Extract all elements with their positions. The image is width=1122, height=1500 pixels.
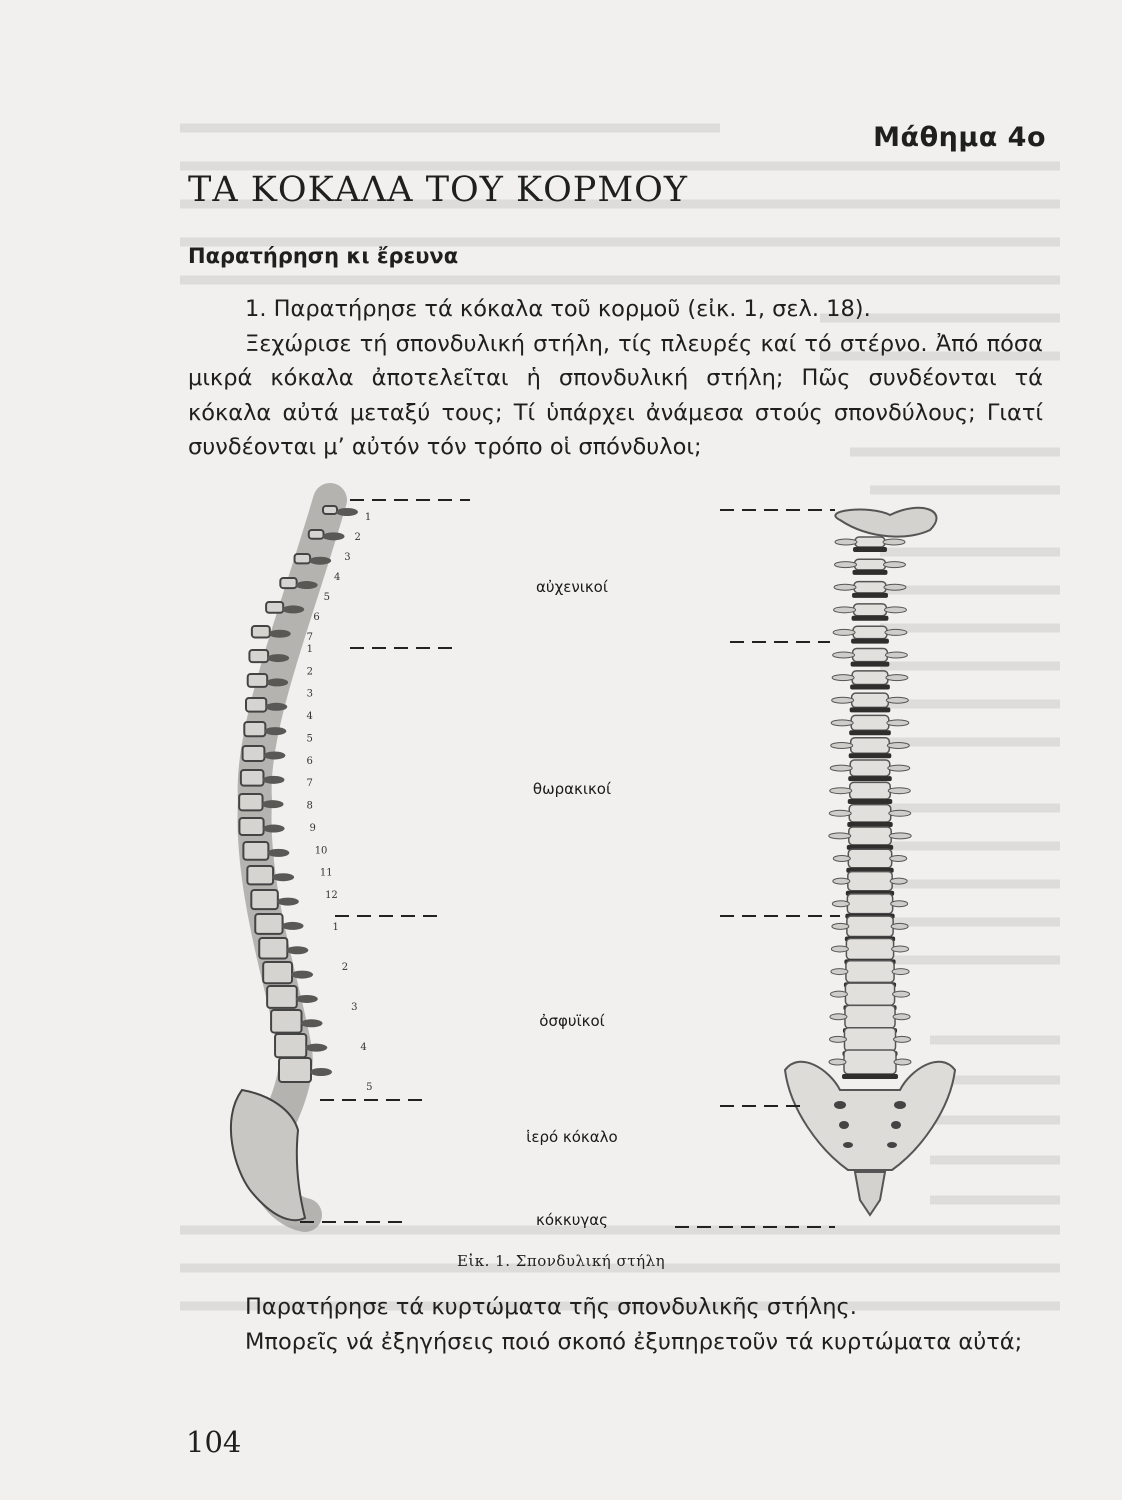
spine-figure xyxy=(180,470,1050,1260)
vertebra-lateral xyxy=(249,650,268,662)
vertebra-lateral xyxy=(243,842,268,860)
label-cervical: αὐχενικοί xyxy=(536,578,608,596)
vertebra-number-cervical: 3 xyxy=(344,552,351,563)
vertebra-lateral xyxy=(259,938,287,959)
vertebra-lateral xyxy=(271,1010,301,1033)
vertebra-number-thoracic: 8 xyxy=(306,800,313,812)
label-lumbar: ὀσφυϊκοί xyxy=(539,1012,605,1030)
spinous-process xyxy=(309,557,331,565)
spinous-process xyxy=(296,581,318,589)
vertebra-posterior xyxy=(835,537,905,552)
label-coccyx: κόκκυγας xyxy=(536,1211,608,1229)
vertebra-number-thoracic: 7 xyxy=(306,778,313,790)
vertebra-number-thoracic: 4 xyxy=(306,711,313,723)
spinous-process xyxy=(267,654,289,662)
spinous-process xyxy=(277,898,299,906)
vertebra-lateral xyxy=(255,914,282,934)
lateral-spine-illustration xyxy=(231,500,358,1220)
spinous-process xyxy=(291,971,313,979)
intro-paragraphs xyxy=(188,292,1043,465)
vertebra-number-cervical: 2 xyxy=(354,532,361,543)
spinous-process xyxy=(286,946,308,954)
spinous-process xyxy=(336,508,358,516)
spinous-process xyxy=(305,1044,327,1052)
vertebra-lateral xyxy=(248,674,267,687)
vertebra-lateral xyxy=(246,698,266,712)
posterior-spine-illustration xyxy=(785,508,955,1215)
vertebra-posterior xyxy=(829,1050,911,1079)
vertebra-lateral xyxy=(239,818,263,835)
vertebra-number-lumbar: 2 xyxy=(341,962,349,973)
vertebra-number-cervical: 5 xyxy=(323,592,331,603)
coccyx-posterior xyxy=(855,1172,885,1215)
answer-lines xyxy=(300,500,840,1227)
vertebra-number-thoracic: 5 xyxy=(306,733,313,745)
vertebra-number-lumbar: 3 xyxy=(351,1002,358,1013)
spinous-process xyxy=(265,703,287,711)
vertebra-posterior xyxy=(833,626,907,643)
question-paragraph: Ξεχώρισε τή σπονδυλική στήλη, τίς πλευρές καί τό στέρνο. Ἀπό πόσα μικρά κόκαλα ἀποτελεῖται ἡ σπονδυλική στήλη; Πῶς συνδέονται τά κόκαλα αὐτά μεταξύ τους; Τί ὑπάρχει ἀνάμεσα στούς σπονδύλους; Γιατί συνδέονται μ’ αὐτόν τόν τρόπο οἱ σπόνδυλοι; xyxy=(188,330,1043,460)
vertebra-posterior xyxy=(829,827,911,850)
vertebra-number-thoracic: 3 xyxy=(306,688,313,700)
label-thoracic: θωρακικοί xyxy=(532,780,612,798)
spinous-process xyxy=(263,825,285,833)
spinous-process xyxy=(262,776,284,784)
spinous-process xyxy=(301,1019,323,1027)
spinous-process xyxy=(282,605,304,613)
vertebra-posterior xyxy=(831,738,910,758)
vertebra-number-thoracic: 10 xyxy=(314,845,328,857)
vertebra-posterior xyxy=(835,559,906,575)
spinous-process xyxy=(266,678,288,686)
spinous-process xyxy=(282,922,304,930)
vertebra-posterior xyxy=(833,872,907,896)
vertebra-lateral xyxy=(266,602,283,613)
vertebra-lateral xyxy=(275,1034,306,1057)
curvature-question: Μπορεῖς νά ἐξηγήσεις ποιό σκοπό ἐξυπηρετοῦν τά κυρτώματα αὐτά; xyxy=(245,1328,1023,1355)
vertebra-posterior xyxy=(832,916,908,941)
vertebra-number-thoracic: 12 xyxy=(325,890,338,901)
vertebra-lateral xyxy=(280,578,296,588)
vertebra-lateral xyxy=(267,986,297,1008)
vertebra-lateral xyxy=(252,626,270,637)
vertebra-lateral xyxy=(295,554,311,563)
vertebra-lateral xyxy=(247,866,273,884)
vertebra-posterior xyxy=(833,849,906,873)
label-sacrum: ἱερό κόκαλο xyxy=(526,1128,618,1146)
vertebra-posterior xyxy=(833,649,908,667)
vertebra-posterior xyxy=(834,582,906,598)
spinous-process xyxy=(267,849,289,857)
spinous-process xyxy=(264,727,286,735)
page-number: 104 xyxy=(186,1425,242,1459)
spinous-process xyxy=(263,751,285,759)
spinous-process xyxy=(262,800,284,808)
closing-paragraphs xyxy=(188,1290,1043,1359)
vertebra-lateral xyxy=(244,722,265,736)
vertebra-lateral xyxy=(243,746,265,761)
vertebra-number-lumbar: 1 xyxy=(332,922,339,933)
spinous-process xyxy=(269,630,291,638)
vertebra-posterior xyxy=(834,604,907,621)
vertebra-number-thoracic: 6 xyxy=(306,755,313,767)
spinous-process xyxy=(272,873,294,881)
vertebra-number-cervical: 1 xyxy=(364,512,372,523)
vertebra-number-cervical: 7 xyxy=(306,632,313,643)
vertebra-number-lumbar: 5 xyxy=(366,1082,373,1093)
figure-caption: Εἰκ. 1. Σπονδυλική στήλη xyxy=(456,1252,666,1270)
vertebra-posterior xyxy=(831,715,909,735)
vertebra-posterior xyxy=(829,805,910,827)
vertebra-lateral xyxy=(239,794,262,810)
vertebra-number-cervical: 6 xyxy=(313,612,320,623)
vertebra-number-lumbar: 4 xyxy=(360,1042,367,1053)
spinous-process xyxy=(323,532,345,540)
vertebra-posterior xyxy=(830,782,911,804)
vertebra-number-thoracic: 1 xyxy=(306,644,313,655)
vertebra-posterior xyxy=(832,671,908,690)
spinous-process xyxy=(310,1068,332,1076)
vertebra-number-thoracic: 9 xyxy=(309,822,316,834)
vertebra-lateral xyxy=(323,506,337,514)
vertebra-posterior xyxy=(830,760,910,781)
vertebra-number-thoracic: 2 xyxy=(306,666,313,678)
vertebra-lateral xyxy=(251,890,278,909)
section-subtitle: Παρατήρηση κι ἔρευνα xyxy=(188,244,459,268)
vertebra-posterior xyxy=(832,894,907,919)
page-title: ΤΑ ΚΟΚΑΛΑ ΤΟΥ ΚΟΡΜΟΥ xyxy=(188,170,688,210)
vertebra-lateral xyxy=(241,770,264,786)
vertebra-posterior xyxy=(832,693,909,712)
vertebra-lateral xyxy=(309,530,324,539)
vertebra-number-cervical: 4 xyxy=(333,572,341,583)
vertebra-number-thoracic: 11 xyxy=(319,867,333,879)
curvature-instruction: Παρατήρησε τά κυρτώματα τῆς σπονδυλικῆς στήλης. xyxy=(245,1294,857,1320)
vertebra-lateral xyxy=(279,1058,311,1082)
spinous-process xyxy=(296,995,318,1003)
instruction-paragraph-1: 1. Παρατήρησε τά κόκαλα τοῦ κορμοῦ (εἰκ. 1, σελ. 18). xyxy=(245,296,871,322)
vertebra-lateral xyxy=(263,962,292,983)
lesson-label: Μάθημα 4ο xyxy=(873,122,1046,153)
